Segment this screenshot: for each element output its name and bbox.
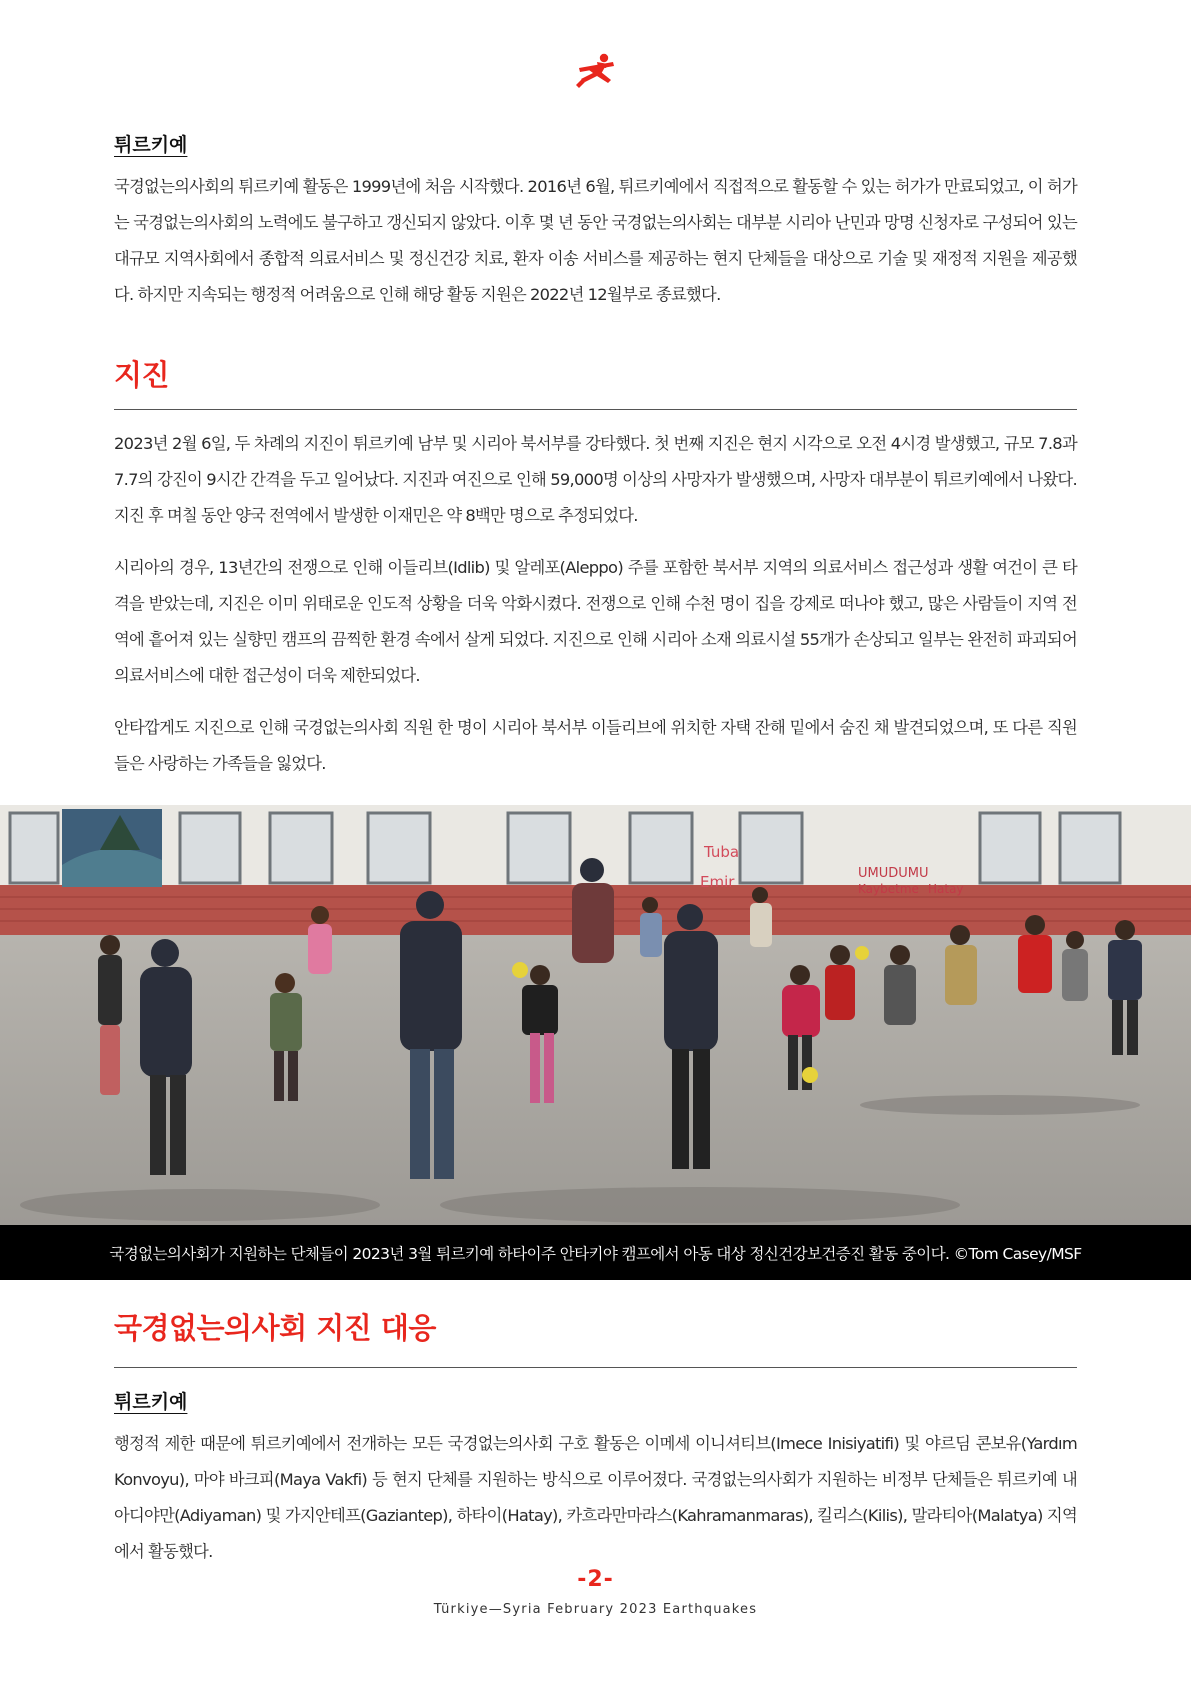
subheading-turkiye-response: 튀르키예 [114,1391,188,1413]
graffiti-emir: Emir [700,873,735,891]
document-title-footer: Türkiye—Syria February 2023 Earthquakes [433,1602,758,1617]
subheading-turkiye: 튀르키예 [114,134,188,156]
photo-illustration [0,805,1191,1225]
paragraph-earthquake-3: 안타깝게도 지진으로 인해 국경없는의사회 직원 한 명이 시리아 북서부 이들리브에 위치한 자택 잔해 밑에서 숨진 채 발견되었으며, 또 다른 직원들은 사랑하는 가족들을 잃었다. [114,718,1077,773]
section-earthquake-body [114,426,1077,782]
section-title-earthquake: 지진 [114,358,170,392]
paragraph-earthquake-2: 시리아의 경우, 13년간의 전쟁으로 인해 이들리브(Idlib) 및 알레포(Aleppo) 주를 포함한 북서부 지역의 의료서비스 접근성과 생활 여건이 큰 타격을 받았는데, 지진은 이미 위태로운 인도적 상황을 더욱 악화시켰다. 전쟁으로 인해 수천 명이 집을 강제로 떠나야 했고, 많은 사람들이 지역 전역에 흩어져 있는 실향민 캠프의 끔찍한 환경 속에서 살게 되었다. 지진으로 인해 시리아 소재 의료시설 55개가 손상되고 일부는 완전히 파괴되어 의료서비스에 대한 접근성이 더욱 제한되었다. [114,558,1077,685]
section-response-body [114,1387,1077,1570]
photo-children-activity [0,805,1191,1225]
paragraph-earthquake-1: 2023년 2월 6일, 두 차례의 지진이 튀르키예 남부 및 시리아 북서부를 강타했다. 첫 번째 지진은 현지 시각으로 오전 4시경 발생했고, 규모 7.8과 7.7의 강진이 9시간 간격을 두고 일어났다. 지진과 여진으로 인해 59,000명 이상의 사망자가 발생했으며, 사망자 대부분이 튀르키예에서 나왔다. 지진 후 며칠 동안 양국 전역에서 발생한 이재민은 약 8백만 명으로 추정되었다. [114,434,1077,525]
section-title-msf-response: 국경없는의사회 지진 대응 [114,1311,436,1345]
msf-logo-icon [571,52,621,90]
section-divider-2 [114,1367,1077,1368]
paragraph-history: 국경없는의사회의 튀르키예 활동은 1999년에 처음 시작했다. 2016년 6월, 튀르키예에서 직접적으로 활동할 수 있는 허가가 만료되었고, 이 허가는 국경없는의사회의 노력에도 불구하고 갱신되지 않았다. 이후 몇 년 동안 국경없는의사회는 대부분 시리아 난민과 망명 신청자로 구성되어 있는 대규모 지역사회에서 종합적 의료서비스 및 정신건강 치료, 환자 이송 서비스를 제공하는 현지 단체들을 대상으로 기술 및 재정적 지원을 제공했다. 하지만 지속되는 행정적 어려움으로 인해 해당 활동 지원은 2022년 12월부로 종료했다. [114,177,1077,304]
graffiti-hatay: Hatay [928,882,964,896]
photo-caption-bar [0,1225,1191,1280]
graffiti-umudumu: UMUDUMU [858,866,929,881]
section-turkiye-history [114,130,1077,313]
photo-caption: 국경없는의사회가 지원하는 단체들이 2023년 3월 튀르키예 하타이주 안타키야 캠프에서 아동 대상 정신건강보건증진 활동 중이다. ©Tom Casey/MSF [109,1244,1082,1263]
page-number: -2- [577,1567,614,1592]
graffiti-tuba: Tuba [704,843,740,861]
graffiti-kaybetme: Kaybetme [858,882,919,896]
section-divider [114,409,1077,410]
paragraph-response: 행정적 제한 때문에 튀르키예에서 전개하는 모든 국경없는의사회 구호 활동은 이메세 이니셔티브(Imece Inisiyatifi) 및 야르딤 콘보유(Yardım Konvoyu), 마야 바크피(Maya Vakfi) 등 현지 단체를 지원하는 방식으로 이루어졌다. 국경없는의사회가 지원하는 비정부 단체들은 튀르키예 내 아디야만(Adiyaman) 및 가지안테프(Gaziantep), 하타이(Hatay), 카흐라만마라스(Kahramanmaras), 킬리스(Kilis), 말라티아(Malatya) 지역에서 활동했다. [114,1434,1077,1561]
